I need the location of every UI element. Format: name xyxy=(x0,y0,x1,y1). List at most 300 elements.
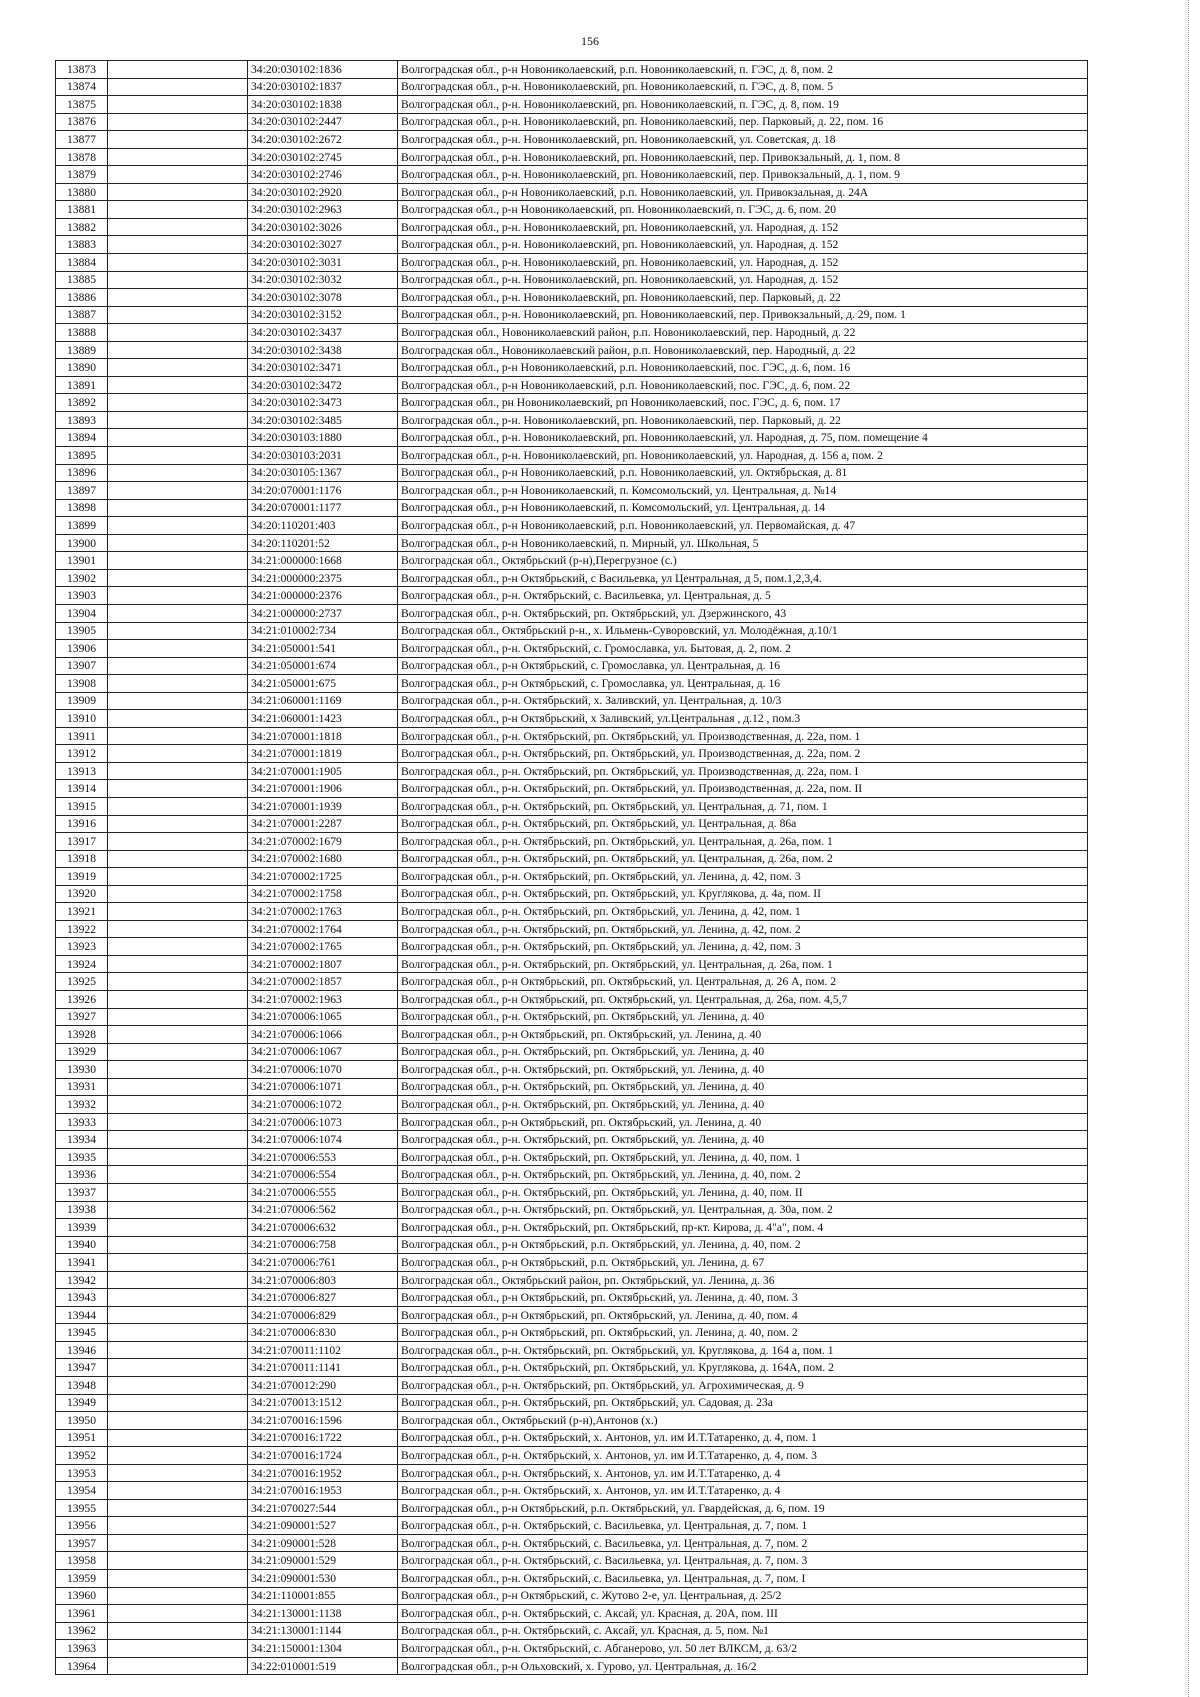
address-cell: Волгоградская обл., р-н Новониколаевский, рп. Новониколаевский, п. ГЭС, д. 6, пом. 20 xyxy=(398,201,1088,219)
table-row xyxy=(56,131,1088,149)
table-row xyxy=(56,604,1088,622)
empty-cell xyxy=(108,885,248,903)
table-row xyxy=(56,1201,1088,1219)
cadastral-number-cell: 34:21:130001:1138 xyxy=(248,1605,398,1623)
row-number-cell: 13940 xyxy=(56,1236,108,1254)
cadastral-number-cell: 34:20:070001:1177 xyxy=(248,499,398,517)
row-number-cell: 13891 xyxy=(56,376,108,394)
table-row xyxy=(56,201,1088,219)
table-row xyxy=(56,78,1088,96)
table-row xyxy=(56,745,1088,763)
table-row xyxy=(56,762,1088,780)
cadastral-number-cell: 34:21:000000:2375 xyxy=(248,569,398,587)
address-cell: Волгоградская обл., р-н Октябрьский, с. Громославка, ул. Центральная, д. 16 xyxy=(398,657,1088,675)
address-cell: Волгоградская обл., р-н Октябрьский, рп. Октябрьский, ул. Центральная, д. 26а, пом. 4,5,7 xyxy=(398,990,1088,1008)
table-row xyxy=(56,1043,1088,1061)
address-cell: Волгоградская обл., Октябрьский р-н., х. Ильмень-Суворовский, ул. Молодёжная, д.10/1 xyxy=(398,622,1088,640)
address-cell: Волгоградская обл., р-н. Новониколаевский, рп. Новониколаевский, пер. Привокзальный, д. 1, пом. 8 xyxy=(398,148,1088,166)
table-row xyxy=(56,341,1088,359)
empty-cell xyxy=(108,1587,248,1605)
cadastral-number-cell: 34:21:070006:1067 xyxy=(248,1043,398,1061)
empty-cell xyxy=(108,604,248,622)
empty-cell xyxy=(108,1622,248,1640)
row-number-cell: 13947 xyxy=(56,1359,108,1377)
cadastral-number-cell: 34:20:030102:3473 xyxy=(248,394,398,412)
page-number: 156 xyxy=(581,34,599,48)
registry-table xyxy=(55,60,1088,1675)
address-cell: Волгоградская обл., р-н. Октябрьский, х. Антонов, ул. им И.Т.Татаренко, д. 4 xyxy=(398,1464,1088,1482)
cadastral-number-cell: 34:20:030102:2963 xyxy=(248,201,398,219)
address-cell: Волгоградская обл., р-н. Новониколаевский, рп. Новониколаевский, ул. Народная, д. 75, пом. помещение 4 xyxy=(398,429,1088,447)
address-cell: Волгоградская обл., р-н. Октябрьский, х. Антонов, ул. им И.Т.Татаренко, д. 4, пом. 3 xyxy=(398,1447,1088,1465)
empty-cell xyxy=(108,1429,248,1447)
table-row xyxy=(56,1377,1088,1395)
empty-cell xyxy=(108,973,248,991)
row-number-cell: 13961 xyxy=(56,1605,108,1623)
row-number-cell: 13944 xyxy=(56,1306,108,1324)
empty-cell xyxy=(108,306,248,324)
address-cell: Волгоградская обл., р-н Новониколаевский, п. Комсомольский, ул. Центральная, д. 14 xyxy=(398,499,1088,517)
table-row xyxy=(56,657,1088,675)
empty-cell xyxy=(108,517,248,535)
row-number-cell: 13921 xyxy=(56,903,108,921)
empty-cell xyxy=(108,1113,248,1131)
cadastral-number-cell: 34:21:090001:528 xyxy=(248,1534,398,1552)
table-row xyxy=(56,517,1088,535)
empty-cell xyxy=(108,1008,248,1026)
table-row xyxy=(56,1026,1088,1044)
cadastral-number-cell: 34:21:070002:1763 xyxy=(248,903,398,921)
cadastral-number-cell: 34:21:070001:2287 xyxy=(248,815,398,833)
row-number-cell: 13927 xyxy=(56,1008,108,1026)
table-row xyxy=(56,376,1088,394)
table-row xyxy=(56,447,1088,465)
cadastral-number-cell: 34:21:070002:1758 xyxy=(248,885,398,903)
scan-edge-marks xyxy=(1188,0,1192,1697)
empty-cell xyxy=(108,1131,248,1149)
empty-cell xyxy=(108,552,248,570)
row-number-cell: 13926 xyxy=(56,990,108,1008)
row-number-cell: 13918 xyxy=(56,850,108,868)
cadastral-number-cell: 34:21:090001:530 xyxy=(248,1570,398,1588)
empty-cell xyxy=(108,920,248,938)
row-number-cell: 13960 xyxy=(56,1587,108,1605)
cadastral-number-cell: 34:21:070002:1725 xyxy=(248,868,398,886)
cadastral-number-cell: 34:21:070006:555 xyxy=(248,1184,398,1202)
row-number-cell: 13946 xyxy=(56,1341,108,1359)
address-cell: Волгоградская обл., р-н Октябрьский, х Заливский, ул.Центральная , д.12 , пом.3 xyxy=(398,710,1088,728)
row-number-cell: 13880 xyxy=(56,183,108,201)
address-cell: Волгоградская обл., р-н Ольховский, х. Гурово, ул. Центральная, д. 16/2 xyxy=(398,1657,1088,1675)
row-number-cell: 13898 xyxy=(56,499,108,517)
empty-cell xyxy=(108,1394,248,1412)
address-cell: Волгоградская обл., р-н Новониколаевский, р.п. Новониколаевский, ул. Октябрьская, д. 81 xyxy=(398,464,1088,482)
row-number-cell: 13899 xyxy=(56,517,108,535)
empty-cell xyxy=(108,1289,248,1307)
address-cell: Волгоградская обл., р-н. Октябрьский, х. Заливский, ул. Центральная, д. 10/3 xyxy=(398,692,1088,710)
cadastral-number-cell: 34:20:030102:2920 xyxy=(248,183,398,201)
empty-cell xyxy=(108,1605,248,1623)
empty-cell xyxy=(108,1166,248,1184)
address-cell: Волгоградская обл., р-н. Новониколаевский, рп. Новониколаевский, ул. Народная, д. 152 xyxy=(398,271,1088,289)
row-number-cell: 13933 xyxy=(56,1113,108,1131)
cadastral-number-cell: 34:20:030103:2031 xyxy=(248,447,398,465)
table-row xyxy=(56,1254,1088,1272)
table-row xyxy=(56,289,1088,307)
address-cell: Волгоградская обл., р-н. Октябрьский, с. Аксай, ул. Красная, д. 5, пом. №1 xyxy=(398,1622,1088,1640)
cadastral-number-cell: 34:21:070011:1141 xyxy=(248,1359,398,1377)
empty-cell xyxy=(108,271,248,289)
address-cell: Волгоградская обл., р-н. Октябрьский, с. Абганерово, ул. 50 лет ВЛКСМ, д. 63/2 xyxy=(398,1640,1088,1658)
table-row xyxy=(56,482,1088,500)
empty-cell xyxy=(108,640,248,658)
table-row xyxy=(56,1324,1088,1342)
address-cell: Волгоградская обл., р-н. Октябрьский, с. Васильевка, ул. Центральная, д. 7, пом. 2 xyxy=(398,1534,1088,1552)
cadastral-number-cell: 34:20:030102:3078 xyxy=(248,289,398,307)
table-row xyxy=(56,1306,1088,1324)
table-row xyxy=(56,1166,1088,1184)
address-cell: Волгоградская обл., р-н Октябрьский, рп. Октябрьский, ул. Ленина, д. 40, пом. 4 xyxy=(398,1306,1088,1324)
table-row xyxy=(56,587,1088,605)
empty-cell xyxy=(108,780,248,798)
table-row xyxy=(56,61,1088,79)
empty-cell xyxy=(108,394,248,412)
row-number-cell: 13883 xyxy=(56,236,108,254)
address-cell: Волгоградская обл., р-н Октябрьский, р.п. Октябрьский, ул. Гвардейская, д. 6, пом. 19 xyxy=(398,1499,1088,1517)
empty-cell xyxy=(108,587,248,605)
table-row xyxy=(56,411,1088,429)
table-row xyxy=(56,1499,1088,1517)
table-row xyxy=(56,815,1088,833)
cadastral-number-cell: 34:20:030102:2447 xyxy=(248,113,398,131)
address-cell: Волгоградская обл., р-н. Новониколаевский, рп. Новониколаевский, пер. Привокзальный, д. 1, пом. 9 xyxy=(398,166,1088,184)
address-cell: Волгоградская обл., р-н. Октябрьский, рп. Октябрьский, ул. Центральная, д. 30а, пом. 2 xyxy=(398,1201,1088,1219)
table-row xyxy=(56,306,1088,324)
empty-cell xyxy=(108,1552,248,1570)
table-row xyxy=(56,868,1088,886)
cadastral-number-cell: 34:20:030105:1367 xyxy=(248,464,398,482)
table-row xyxy=(56,552,1088,570)
cadastral-number-cell: 34:21:110001:855 xyxy=(248,1587,398,1605)
row-number-cell: 13929 xyxy=(56,1043,108,1061)
cadastral-number-cell: 34:20:030103:1880 xyxy=(248,429,398,447)
empty-cell xyxy=(108,201,248,219)
row-number-cell: 13906 xyxy=(56,640,108,658)
table-row xyxy=(56,1148,1088,1166)
row-number-cell: 13890 xyxy=(56,359,108,377)
table-row xyxy=(56,955,1088,973)
row-number-cell: 13938 xyxy=(56,1201,108,1219)
table-row xyxy=(56,1271,1088,1289)
address-cell: Волгоградская обл., р-н Новониколаевский, р.п. Новониколаевский, пос. ГЭС, д. 6, пом. 16 xyxy=(398,359,1088,377)
row-number-cell: 13907 xyxy=(56,657,108,675)
cadastral-number-cell: 34:21:000000:2737 xyxy=(248,604,398,622)
cadastral-number-cell: 34:21:070012:290 xyxy=(248,1377,398,1395)
table-row xyxy=(56,1464,1088,1482)
row-number-cell: 13896 xyxy=(56,464,108,482)
table-row xyxy=(56,254,1088,272)
empty-cell xyxy=(108,447,248,465)
address-cell: Волгоградская обл., р-н. Октябрьский, с. Васильевка, ул. Центральная, д. 7, пом. 1 xyxy=(398,1517,1088,1535)
table-row xyxy=(56,973,1088,991)
table-row xyxy=(56,1622,1088,1640)
cadastral-number-cell: 34:21:070016:1722 xyxy=(248,1429,398,1447)
cadastral-number-cell: 34:20:070001:1176 xyxy=(248,482,398,500)
address-cell: Волгоградская обл., р-н Октябрьский, рп. Октябрьский, ул. Ленина, д. 40 xyxy=(398,1113,1088,1131)
empty-cell xyxy=(108,236,248,254)
empty-cell xyxy=(108,183,248,201)
empty-cell xyxy=(108,797,248,815)
empty-cell xyxy=(108,341,248,359)
address-cell: Волгоградская обл., р-н. Октябрьский, рп. Октябрьский, ул. Производственная, д. 22а, пом. 2 xyxy=(398,745,1088,763)
table-row xyxy=(56,1534,1088,1552)
table-row xyxy=(56,1219,1088,1237)
row-number-cell: 13934 xyxy=(56,1131,108,1149)
cadastral-number-cell: 34:21:070006:1070 xyxy=(248,1061,398,1079)
cadastral-number-cell: 34:21:070006:758 xyxy=(248,1236,398,1254)
row-number-cell: 13930 xyxy=(56,1061,108,1079)
address-cell: Волгоградская обл., р-н. Октябрьский, рп. Октябрьский, ул. Круглякова, д. 4а, пом. II xyxy=(398,885,1088,903)
empty-cell xyxy=(108,745,248,763)
empty-cell xyxy=(108,1499,248,1517)
cadastral-number-cell: 34:21:150001:1304 xyxy=(248,1640,398,1658)
cadastral-number-cell: 34:21:070001:1939 xyxy=(248,797,398,815)
address-cell: Волгоградская обл., р-н. Октябрьский, рп. Октябрьский, ул. Центральная, д. 86а xyxy=(398,815,1088,833)
cadastral-number-cell: 34:21:070006:829 xyxy=(248,1306,398,1324)
row-number-cell: 13935 xyxy=(56,1148,108,1166)
row-number-cell: 13893 xyxy=(56,411,108,429)
cadastral-number-cell: 34:21:070006:830 xyxy=(248,1324,398,1342)
empty-cell xyxy=(108,61,248,79)
row-number-cell: 13875 xyxy=(56,96,108,114)
empty-cell xyxy=(108,1482,248,1500)
address-cell: Волгоградская обл., р-н. Октябрьский, рп. Октябрьский, ул. Ленина, д. 40 xyxy=(398,1131,1088,1149)
empty-cell xyxy=(108,1061,248,1079)
empty-cell xyxy=(108,218,248,236)
address-cell: Волгоградская обл., р-н. Новониколаевский, рп. Новониколаевский, пер. Парковый, д. 22, пом. 16 xyxy=(398,113,1088,131)
cadastral-number-cell: 34:21:070027:544 xyxy=(248,1499,398,1517)
address-cell: Волгоградская обл., р-н Новониколаевский, р.п. Новониколаевский, п. ГЭС, д. 8, пом. 2 xyxy=(398,61,1088,79)
table-row xyxy=(56,183,1088,201)
cadastral-number-cell: 34:20:030102:2745 xyxy=(248,148,398,166)
empty-cell xyxy=(108,569,248,587)
empty-cell xyxy=(108,1377,248,1395)
row-number-cell: 13932 xyxy=(56,1096,108,1114)
address-cell: Волгоградская обл., р-н. Октябрьский, х. Антонов, ул. им И.Т.Татаренко, д. 4, пом. 1 xyxy=(398,1429,1088,1447)
cadastral-number-cell: 34:21:060001:1169 xyxy=(248,692,398,710)
cadastral-number-cell: 34:20:110201:403 xyxy=(248,517,398,535)
cadastral-number-cell: 34:21:070016:1952 xyxy=(248,1464,398,1482)
address-cell: Волгоградская обл., р-н Октябрьский, с. Громославка, ул. Центральная, д. 16 xyxy=(398,675,1088,693)
cadastral-number-cell: 34:21:070002:1765 xyxy=(248,938,398,956)
address-cell: Волгоградская обл., Октябрьский (р-н),Перегрузное (с.) xyxy=(398,552,1088,570)
row-number-cell: 13889 xyxy=(56,341,108,359)
empty-cell xyxy=(108,1640,248,1658)
table-row xyxy=(56,1482,1088,1500)
cadastral-number-cell: 34:22:010001:519 xyxy=(248,1657,398,1675)
address-cell: Волгоградская обл., р-н. Октябрьский, рп. Октябрьский, ул. Ленина, д. 42, пом. 2 xyxy=(398,920,1088,938)
address-cell: Волгоградская обл., р-н Октябрьский, рп. Октябрьский, ул. Центральная, д. 26 А, пом. 2 xyxy=(398,973,1088,991)
cadastral-number-cell: 34:21:070006:1072 xyxy=(248,1096,398,1114)
table-row xyxy=(56,236,1088,254)
address-cell: Волгоградская обл., р-н Новониколаевский, р.п. Новониколаевский, ул. Первомайская, д. 47 xyxy=(398,517,1088,535)
address-cell: Волгоградская обл., р-н. Новониколаевский, рп. Новониколаевский, ул. Народная, д. 152 xyxy=(398,236,1088,254)
address-cell: Волгоградская обл., р-н. Новониколаевский, рп. Новониколаевский, ул. Советская, д. 18 xyxy=(398,131,1088,149)
address-cell: Волгоградская обл., р-н. Октябрьский, рп. Октябрьский, ул. Ленина, д. 40, пом. 1 xyxy=(398,1148,1088,1166)
empty-cell xyxy=(108,464,248,482)
cadastral-number-cell: 34:21:070001:1906 xyxy=(248,780,398,798)
address-cell: Волгоградская обл., р-н. Октябрьский, рп. Октябрьский, ул. Центральная, д. 26а, пом. 1 xyxy=(398,833,1088,851)
cadastral-number-cell: 34:21:130001:1144 xyxy=(248,1622,398,1640)
row-number-cell: 13909 xyxy=(56,692,108,710)
address-cell: Волгоградская обл., р-н. Октябрьский, рп. Октябрьский, ул. Дзержинского, 43 xyxy=(398,604,1088,622)
address-cell: Волгоградская обл., р-н Октябрьский, р.п. Октябрьский, ул. Ленина, д. 40, пом. 2 xyxy=(398,1236,1088,1254)
row-number-cell: 13950 xyxy=(56,1412,108,1430)
row-number-cell: 13952 xyxy=(56,1447,108,1465)
row-number-cell: 13881 xyxy=(56,201,108,219)
row-number-cell: 13905 xyxy=(56,622,108,640)
table-row xyxy=(56,780,1088,798)
empty-cell xyxy=(108,675,248,693)
row-number-cell: 13925 xyxy=(56,973,108,991)
row-number-cell: 13882 xyxy=(56,218,108,236)
row-number-cell: 13885 xyxy=(56,271,108,289)
row-number-cell: 13876 xyxy=(56,113,108,131)
table-row xyxy=(56,569,1088,587)
row-number-cell: 13910 xyxy=(56,710,108,728)
table-row xyxy=(56,640,1088,658)
cadastral-number-cell: 34:21:070002:1857 xyxy=(248,973,398,991)
empty-cell xyxy=(108,1570,248,1588)
cadastral-number-cell: 34:20:030102:2672 xyxy=(248,131,398,149)
cadastral-number-cell: 34:21:070016:1596 xyxy=(248,1412,398,1430)
cadastral-number-cell: 34:21:070006:1065 xyxy=(248,1008,398,1026)
empty-cell xyxy=(108,78,248,96)
cadastral-number-cell: 34:21:070006:1074 xyxy=(248,1131,398,1149)
row-number-cell: 13901 xyxy=(56,552,108,570)
cadastral-number-cell: 34:21:070013:1512 xyxy=(248,1394,398,1412)
empty-cell xyxy=(108,499,248,517)
row-number-cell: 13957 xyxy=(56,1534,108,1552)
empty-cell xyxy=(108,376,248,394)
cadastral-number-cell: 34:21:070006:554 xyxy=(248,1166,398,1184)
cadastral-number-cell: 34:21:070006:827 xyxy=(248,1289,398,1307)
cadastral-number-cell: 34:20:030102:3032 xyxy=(248,271,398,289)
table-row xyxy=(56,148,1088,166)
empty-cell xyxy=(108,1534,248,1552)
empty-cell xyxy=(108,1517,248,1535)
row-number-cell: 13894 xyxy=(56,429,108,447)
row-number-cell: 13886 xyxy=(56,289,108,307)
cadastral-number-cell: 34:21:070006:803 xyxy=(248,1271,398,1289)
empty-cell xyxy=(108,1201,248,1219)
row-number-cell: 13917 xyxy=(56,833,108,851)
address-cell: Волгоградская обл., Новониколаевский район, р.п. Новониколаевский, пер. Народный, д. 22 xyxy=(398,341,1088,359)
address-cell: Волгоградская обл., р-н. Октябрьский, рп. Октябрьский, ул. Круглякова, д. 164 а, пом. 1 xyxy=(398,1341,1088,1359)
table-row xyxy=(56,359,1088,377)
address-cell: Волгоградская обл., р-н Новониколаевский, п. Комсомольский, ул. Центральная, д. №14 xyxy=(398,482,1088,500)
table-row xyxy=(56,534,1088,552)
address-cell: Волгоградская обл., р-н. Новониколаевский, рп. Новониколаевский, пер. Парковый, д. 22 xyxy=(398,411,1088,429)
cadastral-number-cell: 34:20:030102:3026 xyxy=(248,218,398,236)
table-row xyxy=(56,1078,1088,1096)
row-number-cell: 13902 xyxy=(56,569,108,587)
row-number-cell: 13954 xyxy=(56,1482,108,1500)
address-cell: Волгоградская обл., Октябрьский (р-н),Антонов (х.) xyxy=(398,1412,1088,1430)
address-cell: Волгоградская обл., р-н. Новониколаевский, рп. Новониколаевский, п. ГЭС, д. 8, пом. 19 xyxy=(398,96,1088,114)
cadastral-number-cell: 34:21:070001:1905 xyxy=(248,762,398,780)
address-cell: Волгоградская обл., р-н Новониколаевский, р.п. Новониколаевский, пос. ГЭС, д. 6, пом. 22 xyxy=(398,376,1088,394)
cadastral-number-cell: 34:21:070016:1724 xyxy=(248,1447,398,1465)
cadastral-number-cell: 34:21:090001:529 xyxy=(248,1552,398,1570)
row-number-cell: 13943 xyxy=(56,1289,108,1307)
row-number-cell: 13963 xyxy=(56,1640,108,1658)
address-cell: Волгоградская обл., р-н. Октябрьский, рп. Октябрьский, ул. Ленина, д. 40 xyxy=(398,1061,1088,1079)
cadastral-number-cell: 34:21:070002:1764 xyxy=(248,920,398,938)
table-row xyxy=(56,1412,1088,1430)
table-row xyxy=(56,1184,1088,1202)
address-cell: Волгоградская обл., р-н. Октябрьский, рп. Октябрьский, пр-кт. Кирова, д. 4"а", пом. 4 xyxy=(398,1219,1088,1237)
empty-cell xyxy=(108,938,248,956)
address-cell: Волгоградская обл., р-н. Октябрьский, с. Громославка, ул. Бытовая, д. 2, пом. 2 xyxy=(398,640,1088,658)
cadastral-number-cell: 34:21:010002:734 xyxy=(248,622,398,640)
cadastral-number-cell: 34:21:070006:1073 xyxy=(248,1113,398,1131)
address-cell: Волгоградская обл., р-н. Октябрьский, рп. Октябрьский, ул. Ленина, д. 42, пом. 3 xyxy=(398,938,1088,956)
table-row xyxy=(56,1447,1088,1465)
cadastral-number-cell: 34:21:070006:1066 xyxy=(248,1026,398,1044)
address-cell: Волгоградская обл., Октябрьский район, рп. Октябрьский, ул. Ленина, д. 36 xyxy=(398,1271,1088,1289)
row-number-cell: 13956 xyxy=(56,1517,108,1535)
address-cell: Волгоградская обл., р-н. Октябрьский, рп. Октябрьский, ул. Ленина, д. 42, пом. 1 xyxy=(398,903,1088,921)
table-row xyxy=(56,464,1088,482)
table-row xyxy=(56,692,1088,710)
address-cell: Волгоградская обл., р-н. Октябрьский, с. Васильевка, ул. Центральная, д. 7, пом. I xyxy=(398,1570,1088,1588)
empty-cell xyxy=(108,534,248,552)
cadastral-number-cell: 34:20:030102:2746 xyxy=(248,166,398,184)
address-cell: Волгоградская обл., р-н Новониколаевский, р.п. Новониколаевский, ул. Привокзальная, д. 24А xyxy=(398,183,1088,201)
empty-cell xyxy=(108,710,248,728)
table-row xyxy=(56,1657,1088,1675)
table-row xyxy=(56,1236,1088,1254)
cadastral-number-cell: 34:20:030102:3027 xyxy=(248,236,398,254)
registry-table-body xyxy=(56,61,1088,1675)
cadastral-number-cell: 34:21:070006:553 xyxy=(248,1148,398,1166)
table-row xyxy=(56,1289,1088,1307)
row-number-cell: 13900 xyxy=(56,534,108,552)
empty-cell xyxy=(108,1219,248,1237)
table-row xyxy=(56,271,1088,289)
address-cell: Волгоградская обл., р-н. Октябрьский, рп. Октябрьский, ул. Круглякова, д. 164А, пом. 2 xyxy=(398,1359,1088,1377)
table-row xyxy=(56,429,1088,447)
row-number-cell: 13912 xyxy=(56,745,108,763)
empty-cell xyxy=(108,1043,248,1061)
address-cell: Волгоградская обл., р-н. Октябрьский, рп. Октябрьский, ул. Ленина, д. 40 xyxy=(398,1043,1088,1061)
empty-cell xyxy=(108,990,248,1008)
address-cell: Волгоградская обл., р-н Октябрьский, р.п. Октябрьский, ул. Ленина, д. 67 xyxy=(398,1254,1088,1272)
cadastral-number-cell: 34:20:030102:3438 xyxy=(248,341,398,359)
table-row xyxy=(56,394,1088,412)
address-cell: Волгоградская обл., р-н. Новониколаевский, рп. Новониколаевский, п. ГЭС, д. 8, пом. 5 xyxy=(398,78,1088,96)
empty-cell xyxy=(108,622,248,640)
table-row xyxy=(56,113,1088,131)
empty-cell xyxy=(108,254,248,272)
address-cell: Волгоградская обл., р-н. Октябрьский, рп. Октябрьский, ул. Центральная, д. 26а, пом. 2 xyxy=(398,850,1088,868)
table-row xyxy=(56,1429,1088,1447)
cadastral-number-cell: 34:21:070002:1807 xyxy=(248,955,398,973)
row-number-cell: 13879 xyxy=(56,166,108,184)
empty-cell xyxy=(108,815,248,833)
cadastral-number-cell: 34:20:030102:1836 xyxy=(248,61,398,79)
